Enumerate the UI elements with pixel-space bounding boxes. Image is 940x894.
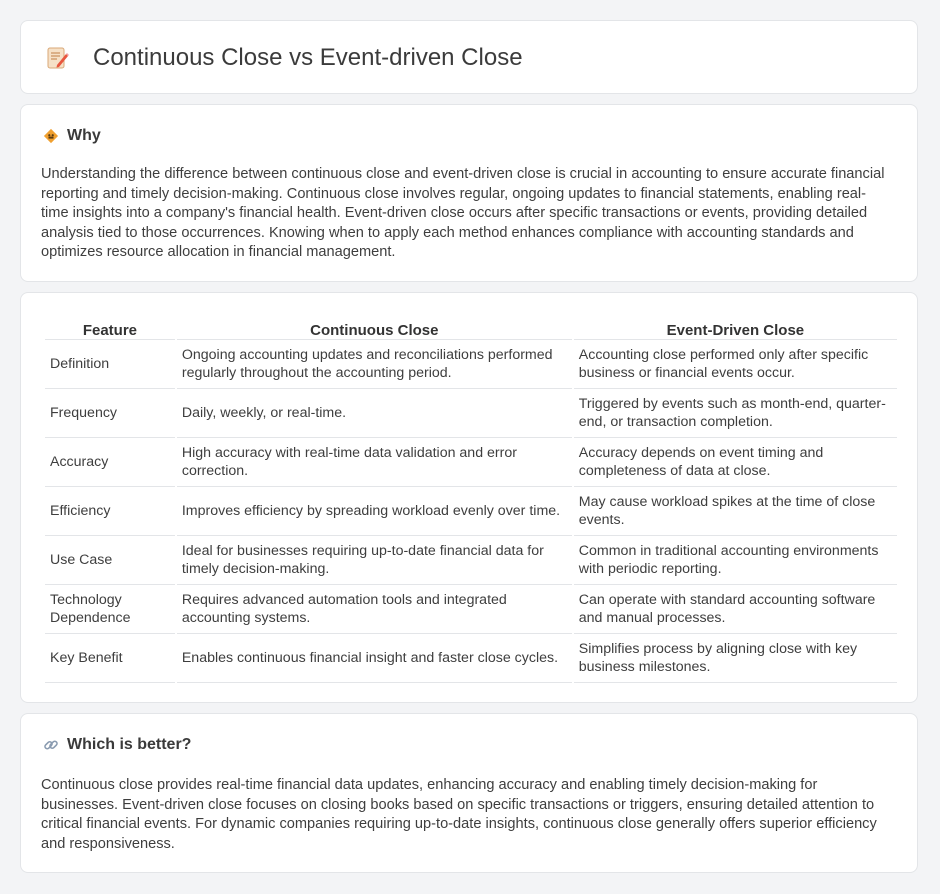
which-better-card: [20, 713, 918, 873]
page-title: Continuous Close vs Event-driven Close: [93, 44, 523, 71]
table-row: [45, 389, 897, 438]
cell-continuous: Daily, weekly, or real-time.: [177, 389, 572, 438]
header-event: Event-Driven Close: [574, 313, 897, 340]
cell-feature: Efficiency: [45, 487, 175, 536]
cell-continuous: Ongoing accounting updates and reconciliations performed regularly throughout the accounting period.: [177, 340, 572, 389]
header-continuous: Continuous Close: [177, 313, 572, 340]
cell-event: Accuracy depends on event timing and completeness of data at close.: [574, 438, 897, 487]
cell-continuous: Enables continuous financial insight and faster close cycles.: [177, 634, 572, 683]
why-title: Why: [67, 127, 101, 144]
why-heading: [43, 127, 101, 145]
comparison-card: [20, 292, 918, 703]
cell-feature: Accuracy: [45, 438, 175, 487]
why-text: Understanding the difference between continuous close and event-driven close is crucial in accounting to ensure accurate financial reporting and timely decision-making. Continuous close involves regular, ongoing updates to financial statements, enabling real-time insights into a company's financial health. Event-driven close occurs after specific transactions or events, providing detailed analysis tied to those occurrences. Knowing when to apply each method enhances compliance with accounting standards and optimizes resource allocation in financial management.: [41, 166, 885, 261]
table-row: [45, 634, 897, 683]
why-card: [20, 104, 918, 282]
link-icon: [43, 737, 59, 753]
cell-continuous: Ideal for businesses requiring up-to-date financial data for timely decision-making.: [177, 536, 572, 585]
cell-feature: Frequency: [45, 389, 175, 438]
title-row: [47, 43, 523, 73]
cell-feature: Key Benefit: [45, 634, 175, 683]
cell-event: May cause workload spikes at the time of close events.: [574, 487, 897, 536]
better-text: Continuous close provides real-time financial data updates, enhancing accuracy and enabling timely decision-making for businesses. Event-driven close focuses on closing books based on specific transactions or triggers, ensuring detailed attention to critical financial events. For dynamic companies requiring up-to-date insights, continuous close generally offers superior efficiency and responsiveness.: [41, 777, 877, 852]
cell-event: Common in traditional accounting environments with periodic reporting.: [574, 536, 897, 585]
table-row: [45, 340, 897, 389]
cell-feature: Use Case: [45, 536, 175, 585]
cell-event: Can operate with standard accounting software and manual processes.: [574, 585, 897, 634]
cell-continuous: High accuracy with real-time data validation and error correction.: [177, 438, 572, 487]
cell-continuous: Requires advanced automation tools and integrated accounting systems.: [177, 585, 572, 634]
better-heading: [43, 736, 191, 754]
document-pencil-icon: [47, 45, 69, 71]
table-row: [45, 585, 897, 634]
cell-event: Triggered by events such as month-end, quarter-end, or transaction completion.: [574, 389, 897, 438]
table-header-row: [45, 313, 897, 340]
header-feature: Feature: [45, 313, 175, 340]
header-card: [20, 20, 918, 94]
cell-feature: Definition: [45, 340, 175, 389]
cell-feature: Technology Dependence: [45, 585, 175, 634]
table-row: [45, 438, 897, 487]
cell-event: Simplifies process by aligning close with key business milestones.: [574, 634, 897, 683]
cell-continuous: Improves efficiency by spreading workload evenly over time.: [177, 487, 572, 536]
cell-event: Accounting close performed only after specific business or financial events occur.: [574, 340, 897, 389]
table-row: [45, 536, 897, 585]
comparison-table: [43, 313, 899, 683]
better-title: Which is better?: [67, 736, 192, 753]
table-row: [45, 487, 897, 536]
diamond-sign-icon: [43, 128, 59, 144]
